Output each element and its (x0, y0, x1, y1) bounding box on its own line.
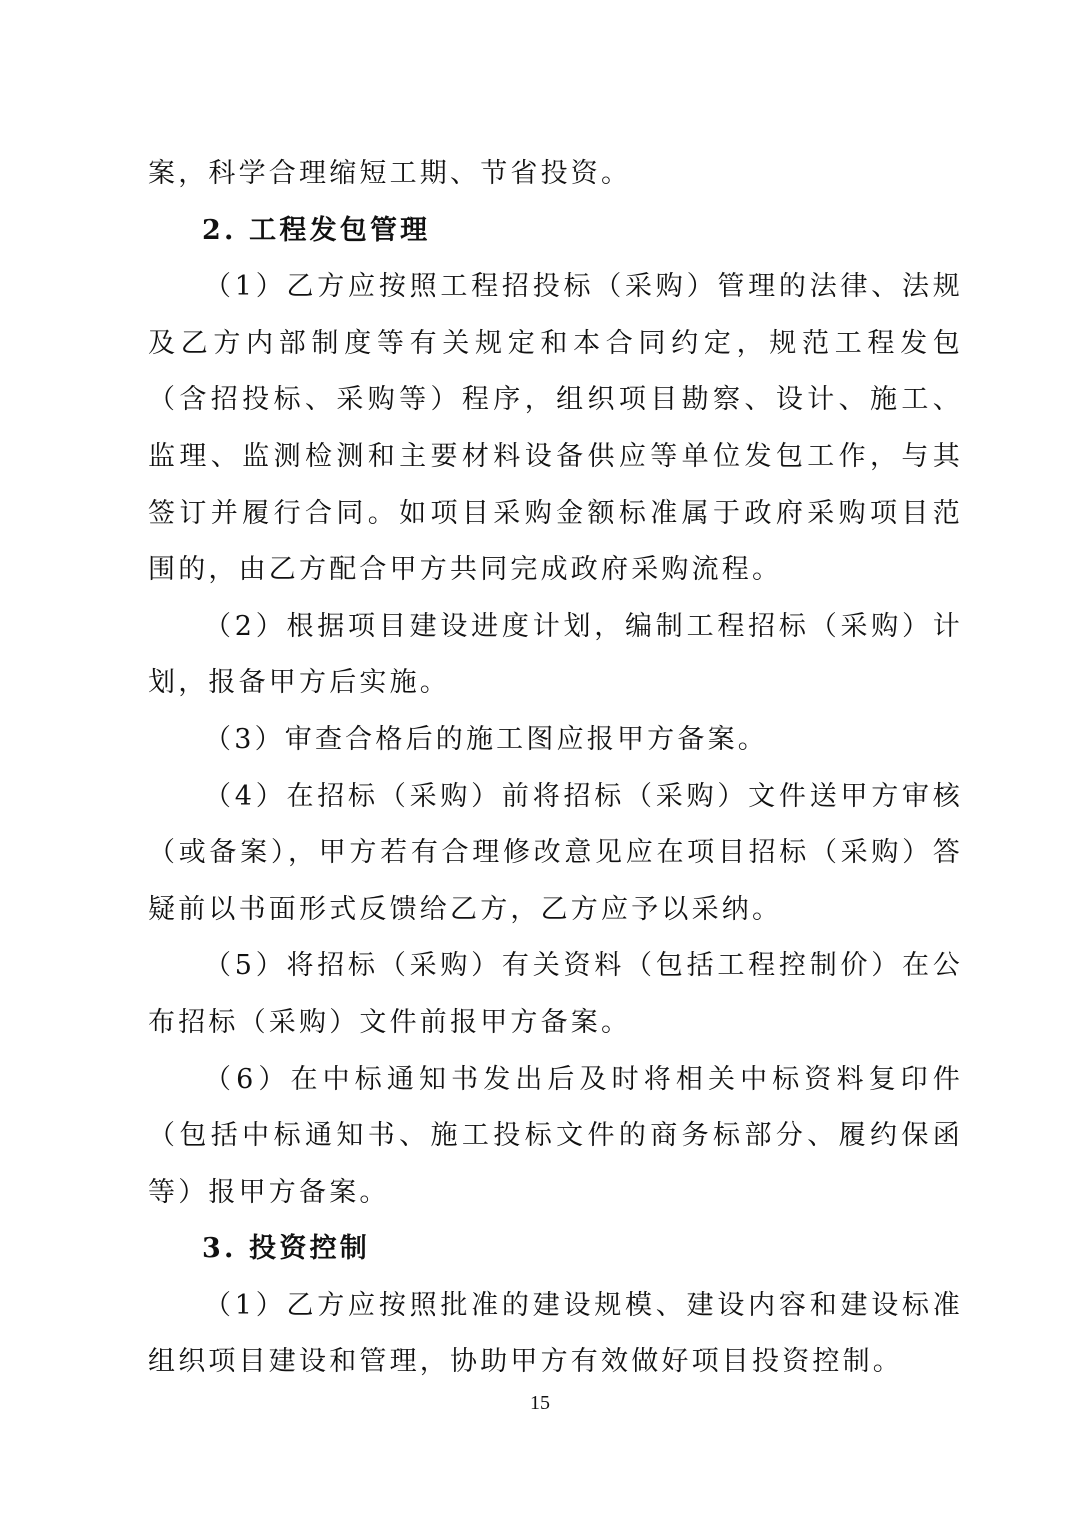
section-heading-project-contracting: 2. 工程发包管理 (202, 214, 431, 246)
clause-2-3: （3）审查合格后的施工图应报甲方备案。 (204, 723, 768, 755)
document-body (148, 146, 963, 1391)
section-heading-investment-control: 3. 投资控制 (202, 1233, 370, 1265)
page-number: 15 (530, 1392, 550, 1414)
clause-2-2: （2）根据项目建设进度计划，编制工程招标（采购）计划，报备甲方后实施。 (148, 610, 963, 699)
paragraph-continuation: 案，科学合理缩短工期、节省投资。 (148, 158, 632, 189)
clause-2-1: （1）乙方应按照工程招投标（采购）管理的法律、法规及乙方内部制度等有关规定和本合同约定，规范工程发包（含招投标、采购等）程序，组织项目勘察、设计、施工、监理、监测检测和主要材料设备供应等单位发包工作，与其签订并履行合同。如项目采购金额标准属于政府采购项目范围的，由乙方配合甲方共同完成政府采购流程。 (148, 271, 963, 586)
clause-3-1: （1）乙方应按照批准的建设规模、建设内容和建设标准组织项目建设和管理，协助甲方有效做好项目投资控制。 (148, 1289, 963, 1378)
clause-2-6: （6）在中标通知书发出后及时将相关中标资料复印件（包括中标通知书、施工投标文件的商务标部分、履约保函等）报甲方备案。 (148, 1063, 963, 1208)
clause-2-4: （4）在招标（采购）前将招标（采购）文件送甲方审核（或备案），甲方若有合理修改意见应在项目招标（采购）答疑前以书面形式反馈给乙方，乙方应予以采纳。 (148, 780, 963, 925)
clause-2-5: （5）将招标（采购）有关资料（包括工程控制价）在公布招标（采购）文件前报甲方备案。 (148, 950, 963, 1038)
